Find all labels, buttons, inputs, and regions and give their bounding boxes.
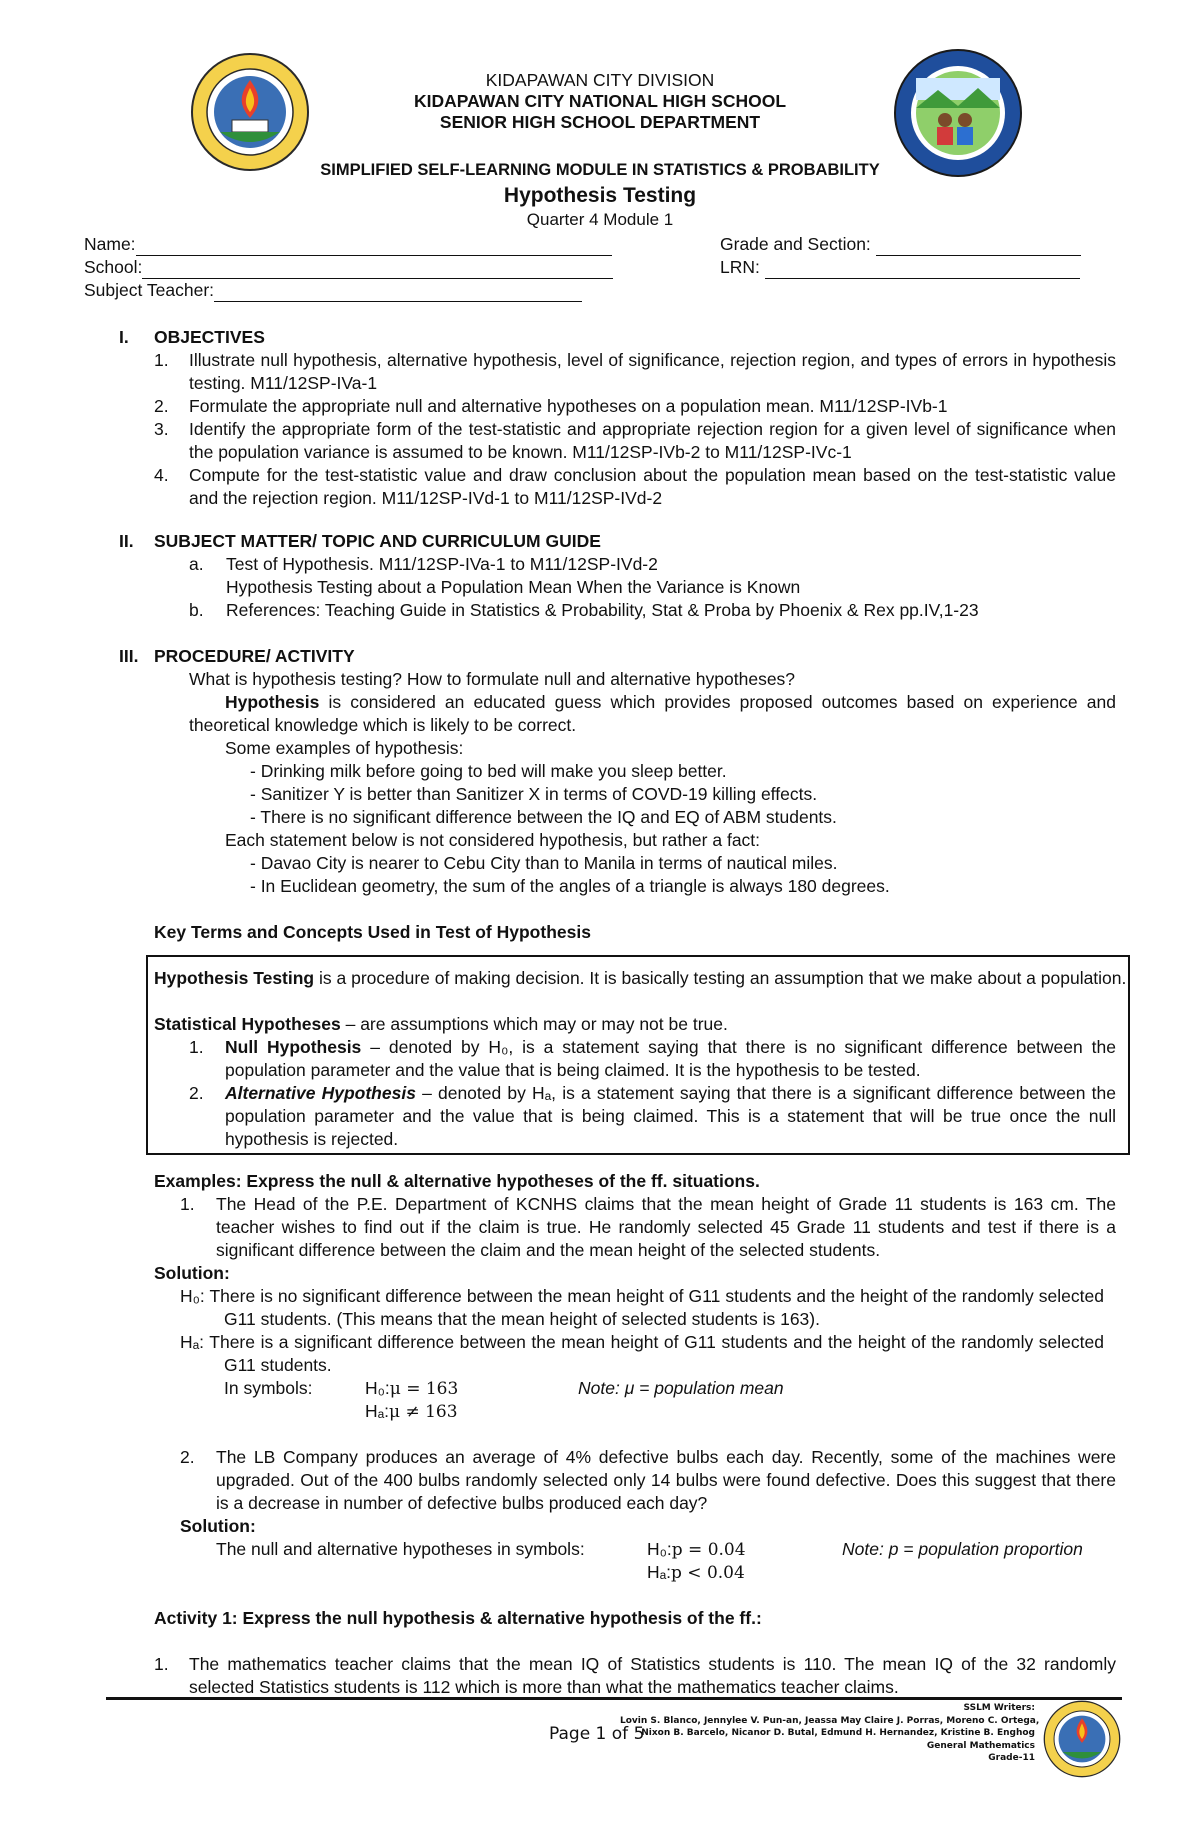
module-title: SIMPLIFIED SELF-LEARNING MODULE IN STATISTICS & PROBABILITY	[320, 161, 880, 179]
example-2-note: Note: p = population proportion	[842, 1539, 1083, 1559]
ex2-ha-label: Hₐ:	[647, 1562, 672, 1582]
example-2-h0	[647, 1538, 746, 1562]
quarter-label: Quarter 4 Module 1	[526, 210, 674, 229]
sym-h0-label: H₀:	[365, 1378, 390, 1398]
objective-4-text: Compute for the test-statistic value and draw conclusion about the population mean based on the test-statistic value and the rejection region. M11/12SP-IVd-1 to M11/12SP-IVd-2	[189, 465, 1116, 508]
hypothesis-definition	[189, 691, 1116, 737]
lrn-blank[interactable]	[765, 262, 1080, 279]
sym-h0-value: μ = 163	[389, 1379, 459, 1399]
school-label: School:	[84, 257, 143, 277]
hypothesis-testing-term: Hypothesis Testing	[154, 968, 315, 988]
subject-a-label: a.	[189, 554, 204, 574]
hypothesis-example-1: - Drinking milk before going to bed will make you sleep better.	[250, 761, 727, 781]
lrn-field[interactable]	[720, 256, 1080, 279]
key-terms-heading: Key Terms and Concepts Used in Test of Hypothesis	[154, 922, 591, 942]
name-label: Name:	[84, 234, 136, 254]
teacher-field[interactable]	[84, 279, 582, 302]
in-symbols-label: In symbols:	[224, 1378, 313, 1398]
null-num: 1.	[189, 1037, 204, 1057]
facts-intro: Each statement below is not considered hypothesis, but rather a fact:	[225, 830, 761, 850]
subject-b-label: b.	[189, 600, 204, 620]
department-name: SENIOR HIGH SCHOOL DEPARTMENT	[439, 112, 761, 132]
examples-heading: Examples: Express the null & alternative hypotheses of the ff. situations.	[154, 1171, 760, 1191]
school-name: KIDAPAWAN CITY NATIONAL HIGH SCHOOL	[413, 91, 787, 111]
procedure-question: What is hypothesis testing? How to formulate null and alternative hypotheses?	[189, 669, 796, 689]
activity-heading: Activity 1: Express the null hypothesis & alternative hypothesis of the ff.:	[154, 1608, 762, 1628]
fact-1: - Davao City is nearer to Cebu City than to Manila in terms of nautical miles.	[250, 853, 838, 873]
subject-a-line1: Test of Hypothesis. M11/12SP-IVa-1 to M11/12SP-IVd-2	[226, 554, 658, 574]
objective-3-text: Identify the appropriate form of the test-statistic and appropriate rejection region for a given level of significance when the population variance is assumed to be known. M11/12SP-IVb-2 to M11/12SP-IVc-1	[189, 419, 1116, 462]
fact-2: - In Euclidean geometry, the sum of the angles of a triangle is always 180 degrees.	[250, 876, 890, 896]
alternative-hypothesis-text: – denoted by Hₐ, is a statement saying that there is a significant difference between the population parameter and the value that is being claimed. This is a statement that will be true once the null hypothesis is rejected.	[225, 1083, 1117, 1149]
objective-4-num: 4.	[154, 465, 169, 485]
example-1-num: 1.	[180, 1194, 195, 1214]
procedure-heading: PROCEDURE/ ACTIVITY	[154, 646, 355, 666]
division-label: KIDAPAWAN CITY DIVISION	[485, 70, 715, 90]
hypothesis-example-2: - Sanitizer Y is better than Sanitizer X in terms of COVD-19 killing effects.	[250, 784, 818, 804]
example-2-text: The LB Company produces an average of 4% defective bulbs each day. Recently, some of the machines were upgraded. Out of the 400 bulbs randomly selected only 14 bulbs were found defective. Does this suggest that there is a decrease in number of defective bulbs produced each day?	[216, 1447, 1116, 1513]
writers-block	[620, 1702, 1040, 1765]
subject-matter-num: II.	[119, 531, 134, 551]
subject-a-line2: Hypothesis Testing about a Population Mean When the Variance is Known	[226, 577, 801, 597]
null-hypothesis-term: Null Hypothesis	[225, 1037, 362, 1057]
hypothesis-example-3: - There is no significant difference between the IQ and EQ of ABM students.	[250, 807, 837, 827]
examples-intro: Some examples of hypothesis:	[225, 738, 464, 758]
objective-2-num: 2.	[154, 396, 169, 416]
sym-ha-label: Hₐ:	[365, 1401, 390, 1421]
example-1-note: Note: μ = population mean	[578, 1378, 784, 1398]
footer-grade: Grade-11	[988, 1753, 1035, 1763]
writers-line-2: Nixon B. Barcelo, Nicanor D. Butal, Edmund H. Hernandez, Kristine B. Enghog	[641, 1728, 1035, 1738]
name-field[interactable]	[84, 233, 612, 256]
objective-3-num: 3.	[154, 419, 169, 439]
ex2-h0-value: p = 0.04	[671, 1540, 746, 1560]
example-1-solution-label: Solution:	[154, 1263, 230, 1283]
teacher-label: Subject Teacher:	[84, 280, 215, 300]
example-1-h0: H₀: There is no significant difference between the mean height of G11 students and the height of the randomly selected G11 students. (This means that the mean height of selected students is 163).	[180, 1286, 1104, 1329]
writers-line-1: Lovin S. Blanco, Jennylee V. Pun-an, Jeassa May Claire J. Porras, Moreno C. Ortega,	[620, 1715, 1040, 1726]
example-1-sym-ha	[365, 1400, 458, 1424]
ex2-h0-label: H₀:	[647, 1539, 672, 1559]
objective-1-num: 1.	[154, 350, 169, 370]
grade-field[interactable]	[720, 233, 1081, 256]
example-2-ha	[647, 1561, 745, 1585]
subject-b-text: References: Teaching Guide in Statistics & Probability, Stat & Proba by Phoenix & Rex pp.IV,1-23	[226, 600, 979, 620]
procedure-num: III.	[119, 646, 139, 666]
objectives-heading: OBJECTIVES	[154, 327, 265, 347]
objectives-num: I.	[119, 327, 129, 347]
sym-ha-value: μ ≠ 163	[389, 1402, 458, 1422]
alternative-hypothesis-term: Alternative Hypothesis	[225, 1083, 416, 1103]
grade-blank[interactable]	[876, 239, 1081, 256]
school-blank[interactable]	[142, 262, 613, 279]
example-1-sym-h0	[365, 1377, 458, 1401]
example-2-num: 2.	[180, 1447, 195, 1467]
writers-label: SSLM Writers:	[963, 1703, 1035, 1713]
activity-1-num: 1.	[154, 1654, 169, 1674]
hypothesis-testing-def	[154, 967, 1153, 990]
name-blank[interactable]	[136, 239, 612, 256]
hypothesis-term: Hypothesis	[225, 692, 320, 712]
objective-2-text: Formulate the appropriate null and alternative hypotheses on a population mean. M11/12SP-IVb-1	[189, 396, 948, 416]
example-1-ha: Hₐ: There is a significant difference between the mean height of G11 students and the height of the randomly selected G11 students.	[180, 1332, 1104, 1375]
lrn-label: LRN:	[720, 257, 760, 277]
example-2-solution-label: Solution:	[180, 1516, 256, 1536]
footer-school-seal	[1043, 1700, 1121, 1778]
subject-matter-heading: SUBJECT MATTER/ TOPIC AND CURRICULUM GUIDE	[154, 531, 601, 551]
statistical-hypotheses-def	[154, 1013, 728, 1036]
school-field[interactable]	[84, 256, 613, 279]
footer-subject: General Mathematics	[926, 1740, 1035, 1751]
teacher-blank[interactable]	[214, 285, 582, 302]
activity-1-text: The mathematics teacher claims that the mean IQ of Statistics students is 110. The mean IQ of the 32 randomly selected Statistics students is 112 which is more than what the mathematics teacher claims.	[189, 1654, 1116, 1697]
grade-label: Grade and Section:	[720, 234, 871, 254]
objective-1-text: Illustrate null hypothesis, alternative hypothesis, level of significance, rejection region, and types of errors in hypothesis testing. M11/12SP-IVa-1	[189, 350, 1116, 393]
alternative-hypothesis-def	[225, 1082, 1116, 1151]
footer-rule	[106, 1697, 1122, 1700]
example-2-intro: The null and alternative hypotheses in symbols:	[216, 1539, 585, 1559]
hypothesis-testing-text: is a procedure of making decision. It is basically testing an assumption that we make about a population.	[314, 968, 1127, 988]
ex2-ha-value: p < 0.04	[671, 1563, 745, 1583]
page-number: Page 1 of 5	[549, 1724, 645, 1744]
hypothesis-def-text: is considered an educated guess which provides proposed outcomes based on experience and theoretical knowledge which is likely to be correct.	[189, 692, 1116, 735]
statistical-hypotheses-text: – are assumptions which may or may not be true.	[340, 1014, 728, 1034]
statistical-hypotheses-term: Statistical Hypotheses	[154, 1014, 341, 1034]
alt-num: 2.	[189, 1083, 204, 1103]
null-hypothesis-def	[225, 1036, 1116, 1082]
page-title: Hypothesis Testing	[503, 184, 697, 207]
null-hypothesis-text: – denoted by H₀, is a statement saying that there is no significant difference between the population parameter and the value that is being claimed. It is the hypothesis to be tested.	[225, 1037, 1116, 1080]
example-1-text: The Head of the P.E. Department of KCNHS claims that the mean height of Grade 11 students is 163 cm. The teacher wishes to find out if the claim is true. He randomly selected 45 Grade 11 students and test if there is a significant difference between the claim and the mean height of the selected students.	[216, 1194, 1116, 1260]
